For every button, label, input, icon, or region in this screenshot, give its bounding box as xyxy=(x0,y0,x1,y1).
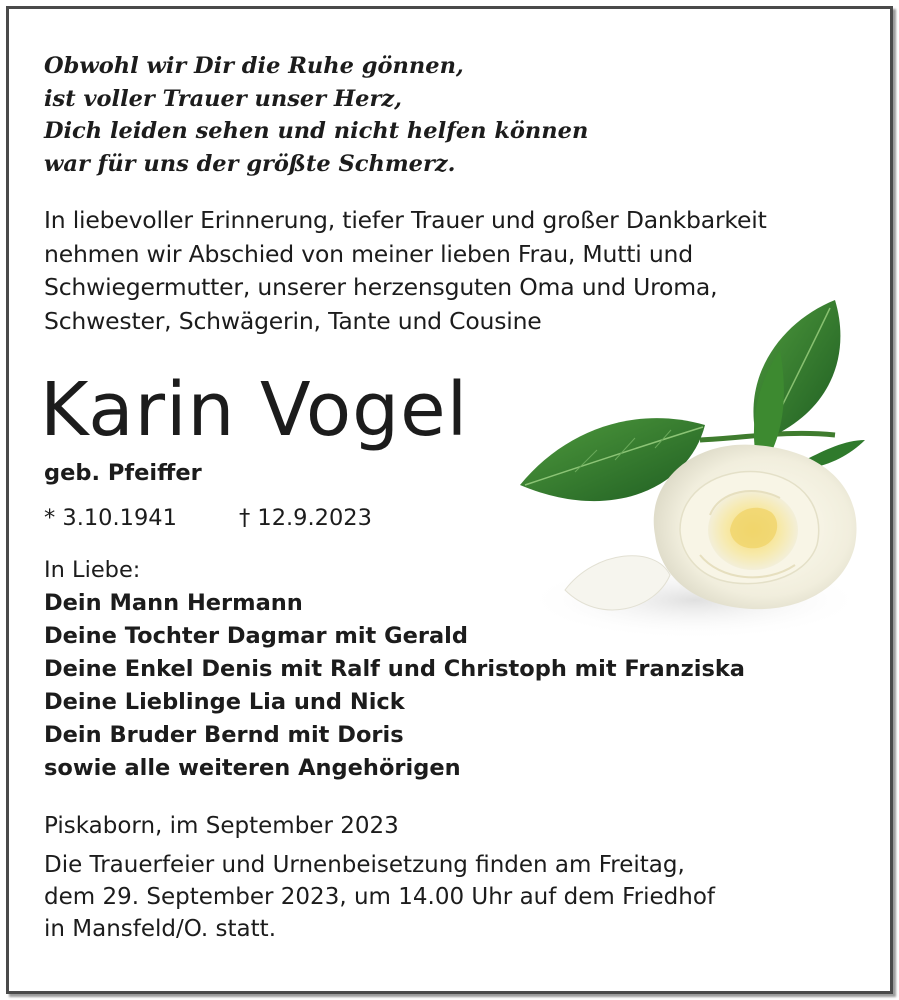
poem-line: ist voller Trauer unser Herz, xyxy=(44,85,402,112)
place-date: Piskaborn, im September 2023 xyxy=(44,813,399,839)
intro-line: In liebevoller Erinnerung, tiefer Trauer und großer Dankbarkeit xyxy=(44,206,767,234)
death-date: † 12.9.2023 xyxy=(239,505,372,531)
service-line: in Mansfeld/O. statt. xyxy=(44,916,276,942)
mourner-line: Deine Lieblinge Lia und Nick xyxy=(44,689,405,715)
mourner-line: Dein Bruder Bernd mit Doris xyxy=(44,722,404,748)
love-label: In Liebe: xyxy=(44,557,141,583)
birth-name: geb. Pfeiffer xyxy=(44,460,202,486)
service-info xyxy=(44,849,715,945)
poem-line: Obwohl wir Dir die Ruhe gönnen, xyxy=(44,53,464,79)
mourner-line: Deine Enkel Denis mit Ralf und Christoph mit Franziska xyxy=(44,656,745,682)
intro-line: Schwiegermutter, unserer herzensguten Oma und Uroma, xyxy=(44,273,718,301)
birth-date: * 3.10.1941 xyxy=(44,505,177,531)
mourner-line: Deine Tochter Dagmar mit Gerald xyxy=(44,623,468,649)
service-line: Die Trauerfeier und Urnenbeisetzung finden am Freitag, xyxy=(44,852,685,878)
intro-line: nehmen wir Abschied von meiner lieben Frau, Mutti und xyxy=(44,239,693,268)
mourners-list xyxy=(44,587,745,785)
mourner-line: Dein Mann Hermann xyxy=(44,590,303,616)
deceased-name: Karin Vogel xyxy=(40,367,469,453)
intro-line: Schwester, Schwägerin, Tante und Cousine xyxy=(44,306,542,335)
service-line: dem 29. September 2023, um 14.00 Uhr auf dem Friedhof xyxy=(44,884,716,910)
poem xyxy=(44,50,588,180)
poem-line: Dich leiden sehen und nicht helfen können xyxy=(44,118,589,144)
mourner-line: sowie alle weiteren Angehörigen xyxy=(44,755,461,781)
poem-line: war für uns der größte Schmerz. xyxy=(44,150,456,177)
life-dates xyxy=(44,502,372,534)
